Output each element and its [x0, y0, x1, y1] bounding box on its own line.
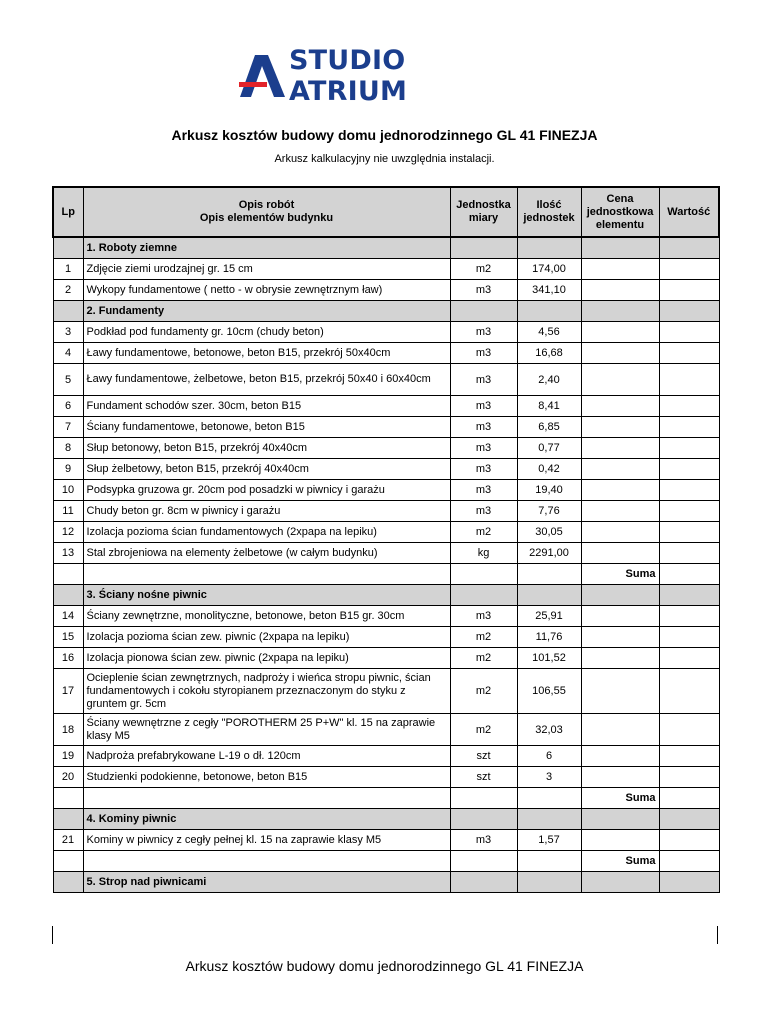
- cell-value: [659, 627, 719, 648]
- cell-value: [659, 438, 719, 459]
- section-label: 3. Ściany nośne piwnic: [83, 585, 450, 606]
- cell-value: [659, 767, 719, 788]
- cell-price: [581, 767, 659, 788]
- header-opis-line2: Opis elementów budynku: [199, 212, 334, 224]
- cell-empty: [517, 809, 581, 830]
- table-row: [53, 343, 719, 364]
- cell-qty: 11,76: [517, 627, 581, 648]
- cell-price: [581, 714, 659, 746]
- cell-unit: m3: [450, 396, 517, 417]
- cell-value: [659, 564, 719, 585]
- cell-lp: 8: [53, 438, 83, 459]
- studio-atrium-logo: [239, 45, 531, 107]
- cell-desc: Ściany zewnętrzne, monolityczne, betonowe, beton B15 gr. 30cm: [83, 606, 450, 627]
- cell-unit: m3: [450, 438, 517, 459]
- header-ilosc: Ilość jednostek: [517, 187, 581, 237]
- table-row: [53, 459, 719, 480]
- cell-price: [581, 746, 659, 767]
- cell-desc: [83, 788, 450, 809]
- cell-desc: Ściany wewnętrzne z cegły "POROTHERM 25 P+W" kl. 15 na zaprawie klasy M5: [83, 714, 450, 746]
- cell-lp: 2: [53, 280, 83, 301]
- section-label: 5. Strop nad piwnicami: [83, 872, 450, 893]
- cell-price: [581, 417, 659, 438]
- cell-price: [581, 459, 659, 480]
- cell-desc: Słup betonowy, beton B15, przekrój 40x40cm: [83, 438, 450, 459]
- cell-desc: [83, 564, 450, 585]
- table-row: [53, 259, 719, 280]
- header-wartosc: Wartość: [659, 187, 719, 237]
- cell-empty: [581, 809, 659, 830]
- cell-empty: [581, 872, 659, 893]
- sum-label: Suma: [581, 851, 659, 872]
- cell-price: [581, 606, 659, 627]
- cell-lp: [53, 585, 83, 606]
- cell-lp: [53, 237, 83, 259]
- cell-qty: 3: [517, 767, 581, 788]
- table-row: [53, 417, 719, 438]
- cell-price: [581, 480, 659, 501]
- section-row: [53, 809, 719, 830]
- cell-value: [659, 259, 719, 280]
- cell-unit: m3: [450, 501, 517, 522]
- cell-value: [659, 501, 719, 522]
- cell-unit: m3: [450, 606, 517, 627]
- sum-row: [53, 851, 719, 872]
- cell-lp: 17: [53, 669, 83, 714]
- cell-empty: [517, 301, 581, 322]
- cell-lp: [53, 809, 83, 830]
- cell-lp: 20: [53, 767, 83, 788]
- cell-qty: 0,42: [517, 459, 581, 480]
- cell-qty: 7,76: [517, 501, 581, 522]
- cell-unit: m3: [450, 343, 517, 364]
- cell-value: [659, 669, 719, 714]
- page-footer: Arkusz kosztów budowy domu jednorodzinnego GL 41 FINEZJA: [185, 958, 584, 974]
- cell-price: [581, 343, 659, 364]
- cell-empty: [581, 585, 659, 606]
- cell-desc: Kominy w piwnicy z cegły pełnej kl. 15 na zaprawie klasy M5: [83, 830, 450, 851]
- cell-price: [581, 364, 659, 396]
- section-label: 1. Roboty ziemne: [83, 237, 450, 259]
- cell-lp: 4: [53, 343, 83, 364]
- cell-empty: [659, 237, 719, 259]
- cell-lp: [53, 301, 83, 322]
- section-row: [53, 301, 719, 322]
- sum-row: [53, 564, 719, 585]
- cell-desc: Zdjęcie ziemi urodzajnej gr. 15 cm: [83, 259, 450, 280]
- cell-value: [659, 280, 719, 301]
- cell-value: [659, 830, 719, 851]
- cell-desc: Podsypka gruzowa gr. 20cm pod posadzki w piwnicy i garażu: [83, 480, 450, 501]
- header-opis: [83, 187, 450, 237]
- sum-label: Suma: [581, 788, 659, 809]
- table-row: [53, 543, 719, 564]
- cell-unit: szt: [450, 767, 517, 788]
- page-title: Arkusz kosztów budowy domu jednorodzinnego GL 41 FINEZJA: [171, 127, 598, 143]
- cell-lp: [53, 851, 83, 872]
- table-row: [53, 322, 719, 343]
- section-row: [53, 585, 719, 606]
- cell-desc: Słup żelbetowy, beton B15, przekrój 40x40cm: [83, 459, 450, 480]
- cell-desc: Ławy fundamentowe, żelbetowe, beton B15, przekrój 50x40 i 60x40cm: [83, 364, 450, 396]
- sum-label: Suma: [581, 564, 659, 585]
- cell-qty: 2,40: [517, 364, 581, 396]
- logo-text: STUDIO ATRIUM: [289, 45, 408, 107]
- section-row: [53, 237, 719, 259]
- cell-unit: m3: [450, 830, 517, 851]
- cell-empty: [450, 301, 517, 322]
- table-row: [53, 280, 719, 301]
- cell-price: [581, 522, 659, 543]
- cell-desc: Fundament schodów szer. 30cm, beton B15: [83, 396, 450, 417]
- cell-unit: m3: [450, 280, 517, 301]
- table-row: [53, 480, 719, 501]
- cell-lp: 9: [53, 459, 83, 480]
- page-subtitle: Arkusz kalkulacyjny nie uwzględnia instalacji.: [274, 153, 495, 165]
- cell-qty: 101,52: [517, 648, 581, 669]
- section-row: [53, 872, 719, 893]
- cell-empty: [517, 585, 581, 606]
- table-header-row: [53, 187, 719, 237]
- cell-unit: kg: [450, 543, 517, 564]
- cell-qty: 2291,00: [517, 543, 581, 564]
- cell-empty: [659, 301, 719, 322]
- header-opis-line1: Opis robót: [238, 199, 295, 211]
- cell-qty: 1,57: [517, 830, 581, 851]
- cell-empty: [581, 301, 659, 322]
- cell-desc: Podkład pod fundamenty gr. 10cm (chudy beton): [83, 322, 450, 343]
- cell-desc: Izolacja pionowa ścian zew. piwnic (2xpapa na lepiku): [83, 648, 450, 669]
- cell-value: [659, 364, 719, 396]
- cell-value: [659, 396, 719, 417]
- cell-desc: Nadproża prefabrykowane L-19 o dł. 120cm: [83, 746, 450, 767]
- cell-value: [659, 746, 719, 767]
- cell-unit: m3: [450, 459, 517, 480]
- cell-value: [659, 788, 719, 809]
- cell-qty: 341,10: [517, 280, 581, 301]
- cell-unit: m2: [450, 714, 517, 746]
- cell-qty: 16,68: [517, 343, 581, 364]
- cell-empty: [581, 237, 659, 259]
- cell-qty: 30,05: [517, 522, 581, 543]
- cell-lp: [53, 872, 83, 893]
- cell-unit: m3: [450, 480, 517, 501]
- cell-desc: Izolacja pozioma ścian zew. piwnic (2xpapa na lepiku): [83, 627, 450, 648]
- cell-value: [659, 714, 719, 746]
- cell-qty: 8,41: [517, 396, 581, 417]
- cell-lp: 21: [53, 830, 83, 851]
- cell-value: [659, 851, 719, 872]
- section-label: 2. Fundamenty: [83, 301, 450, 322]
- cell-value: [659, 459, 719, 480]
- header-cena: Cena jednostkowa elementu: [581, 187, 659, 237]
- cell-price: [581, 438, 659, 459]
- cell-desc: Chudy beton gr. 8cm w piwnicy i garażu: [83, 501, 450, 522]
- sum-row: [53, 788, 719, 809]
- cell-desc: Ławy fundamentowe, betonowe, beton B15, przekrój 50x40cm: [83, 343, 450, 364]
- cell-lp: [53, 788, 83, 809]
- cell-lp: 19: [53, 746, 83, 767]
- table-row: [53, 746, 719, 767]
- cell-price: [581, 543, 659, 564]
- cell-lp: 11: [53, 501, 83, 522]
- cell-value: [659, 606, 719, 627]
- cell-lp: 5: [53, 364, 83, 396]
- cell-empty: [659, 872, 719, 893]
- table-row: [53, 501, 719, 522]
- cell-empty: [659, 585, 719, 606]
- cell-empty: [450, 809, 517, 830]
- cell-desc: Ściany fundamentowe, betonowe, beton B15: [83, 417, 450, 438]
- table-row: [53, 364, 719, 396]
- table-row: [53, 767, 719, 788]
- cell-value: [659, 343, 719, 364]
- cell-price: [581, 669, 659, 714]
- cell-lp: 18: [53, 714, 83, 746]
- cell-unit: m2: [450, 259, 517, 280]
- cell-price: [581, 627, 659, 648]
- cell-desc: Stal zbrojeniowa na elementy żelbetowe (w całym budynku): [83, 543, 450, 564]
- table-body: [53, 237, 719, 893]
- cell-value: [659, 322, 719, 343]
- cell-desc: Wykopy fundamentowe ( netto - w obrysie zewnętrznym ław): [83, 280, 450, 301]
- header-jednostka: Jednostka miary: [450, 187, 517, 237]
- cell-value: [659, 522, 719, 543]
- cell-unit: [450, 564, 517, 585]
- cell-price: [581, 322, 659, 343]
- cell-unit: [450, 788, 517, 809]
- cell-unit: szt: [450, 746, 517, 767]
- cell-unit: m3: [450, 322, 517, 343]
- table-row: [53, 648, 719, 669]
- cell-price: [581, 830, 659, 851]
- cell-value: [659, 480, 719, 501]
- cell-price: [581, 259, 659, 280]
- cell-desc: [83, 851, 450, 872]
- table-row: [53, 669, 719, 714]
- table-row: [53, 606, 719, 627]
- cell-qty: 174,00: [517, 259, 581, 280]
- cell-unit: m2: [450, 627, 517, 648]
- cell-empty: [450, 585, 517, 606]
- table-row: [53, 522, 719, 543]
- header-lp: Lp: [53, 187, 83, 237]
- cell-empty: [517, 872, 581, 893]
- cell-price: [581, 396, 659, 417]
- cell-unit: m2: [450, 522, 517, 543]
- cell-desc: Izolacja pozioma ścian fundamentowych (2xpapa na lepiku): [83, 522, 450, 543]
- cell-value: [659, 648, 719, 669]
- cell-desc: Studzienki podokienne, betonowe, beton B15: [83, 767, 450, 788]
- cell-qty: 32,03: [517, 714, 581, 746]
- table-row: [53, 627, 719, 648]
- cell-lp: 6: [53, 396, 83, 417]
- cell-price: [581, 648, 659, 669]
- cell-value: [659, 417, 719, 438]
- cell-empty: [517, 237, 581, 259]
- cell-lp: 15: [53, 627, 83, 648]
- cell-price: [581, 280, 659, 301]
- cell-lp: 16: [53, 648, 83, 669]
- cell-qty: 25,91: [517, 606, 581, 627]
- table-row: [53, 438, 719, 459]
- table-continuation-left: [52, 926, 53, 944]
- cell-qty: [517, 851, 581, 872]
- cell-empty: [450, 237, 517, 259]
- table-continuation-right: [717, 926, 718, 944]
- cell-lp: 3: [53, 322, 83, 343]
- cell-unit: m2: [450, 669, 517, 714]
- table-row: [53, 830, 719, 851]
- table-row: [53, 396, 719, 417]
- cell-qty: 6,85: [517, 417, 581, 438]
- cell-value: [659, 543, 719, 564]
- atrium-a-icon: [239, 55, 287, 97]
- cell-qty: 4,56: [517, 322, 581, 343]
- cell-desc: Ocieplenie ścian zewnętrznych, nadproży i wieńca stropu piwnic, ścian fundamentowych i cokołu styropianem przeznaczonym do styku z gruntem gr. 5cm: [83, 669, 450, 714]
- cell-lp: 12: [53, 522, 83, 543]
- cost-table: [52, 186, 720, 893]
- cell-unit: m3: [450, 417, 517, 438]
- cell-qty: [517, 788, 581, 809]
- cell-lp: 7: [53, 417, 83, 438]
- cell-unit: m2: [450, 648, 517, 669]
- cell-lp: 10: [53, 480, 83, 501]
- cell-qty: [517, 564, 581, 585]
- cell-qty: 0,77: [517, 438, 581, 459]
- cell-qty: 19,40: [517, 480, 581, 501]
- cell-qty: 106,55: [517, 669, 581, 714]
- section-label: 4. Kominy piwnic: [83, 809, 450, 830]
- cell-qty: 6: [517, 746, 581, 767]
- table-row: [53, 714, 719, 746]
- cell-lp: 1: [53, 259, 83, 280]
- cell-lp: 13: [53, 543, 83, 564]
- cell-lp: [53, 564, 83, 585]
- cell-empty: [450, 872, 517, 893]
- cell-lp: 14: [53, 606, 83, 627]
- cell-unit: [450, 851, 517, 872]
- cell-unit: m3: [450, 364, 517, 396]
- cell-empty: [659, 809, 719, 830]
- cell-price: [581, 501, 659, 522]
